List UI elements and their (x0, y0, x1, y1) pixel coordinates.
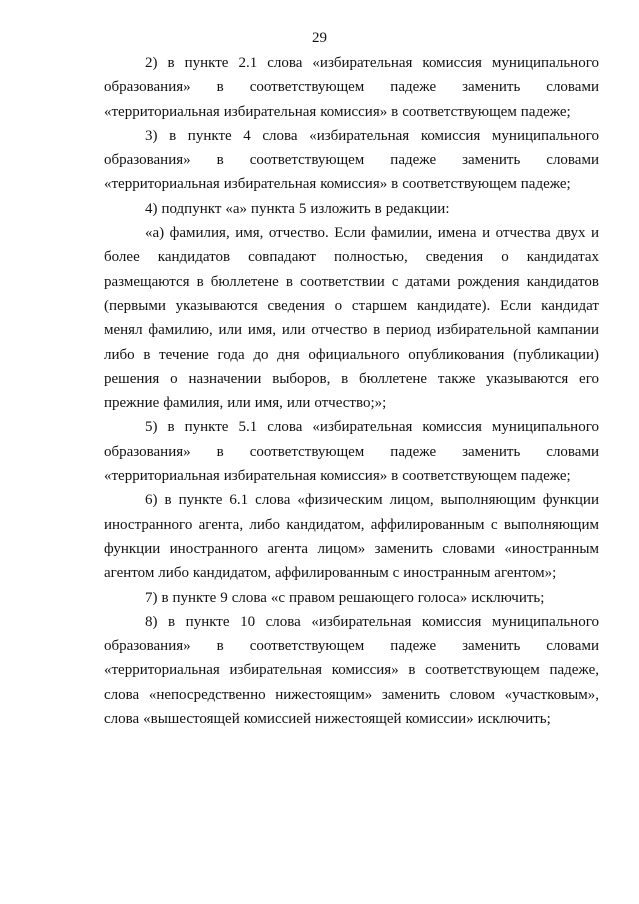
amendment-item-4-quoted-text: «а) фамилия, имя, отчество. Если фамилии, имена и отчества двух и более кандидатов совпадают полностью, сведения о кандидатах размещаются в бюллетене в соответствии с датами рождения кандидатов (первыми указываются сведения о старшем кандидате). Если кандидат менял фамилию, или имя, или отчество в период избирательной кампании либо в течение года до дня официального опубликования (публикации) решения о назначении выборов, в бюллетене также указываются его прежние фамилия, или имя, или отчество;»; (104, 225, 599, 412)
amendment-item-2: 2) в пункте 2.1 слова «избирательная комиссия муниципального образования» в соответствующем падеже заменить словами «территориальная избирательная комиссия» в соответствующем падеже; (104, 55, 599, 120)
amendment-item-8: 8) в пункте 10 слова «избирательная комиссия муниципального образования» в соответствующем падеже заменить словами «территориальная избирательная комиссия» в соответствующем падеже, слова «непосредственно нижестоящим» заменить словом «участковым», слова «вышестоящей комиссией нижестоящей комиссии» исключить; (104, 613, 599, 728)
amendment-item-4: 4) подпункт «а» пункта 5 изложить в редакции: (145, 200, 450, 217)
document-body (104, 51, 599, 731)
page-number: 29 (312, 30, 327, 46)
amendment-item-7: 7) в пункте 9 слова «с правом решающего голоса» исключить; (145, 589, 545, 606)
amendment-item-5: 5) в пункте 5.1 слова «избирательная комиссия муниципального образования» в соответствующем падеже заменить словами «территориальная избирательная комиссия» в соответствующем падеже; (104, 419, 599, 485)
amendment-item-6: 6) в пункте 6.1 слова «физическим лицом, выполняющим функции иностранного агента, либо кандидатом, аффилированным с выполняющим функции иностранного агента лицом» заменить словами «иностранным агентом либо кандидатом, аффилированным с иностранным агентом»; (104, 492, 599, 582)
amendment-item-3: 3) в пункте 4 слова «избирательная комиссия муниципального образования» в соответствующем падеже заменить словами «территориальная избирательная комиссия» в соответствующем падеже; (104, 127, 599, 193)
